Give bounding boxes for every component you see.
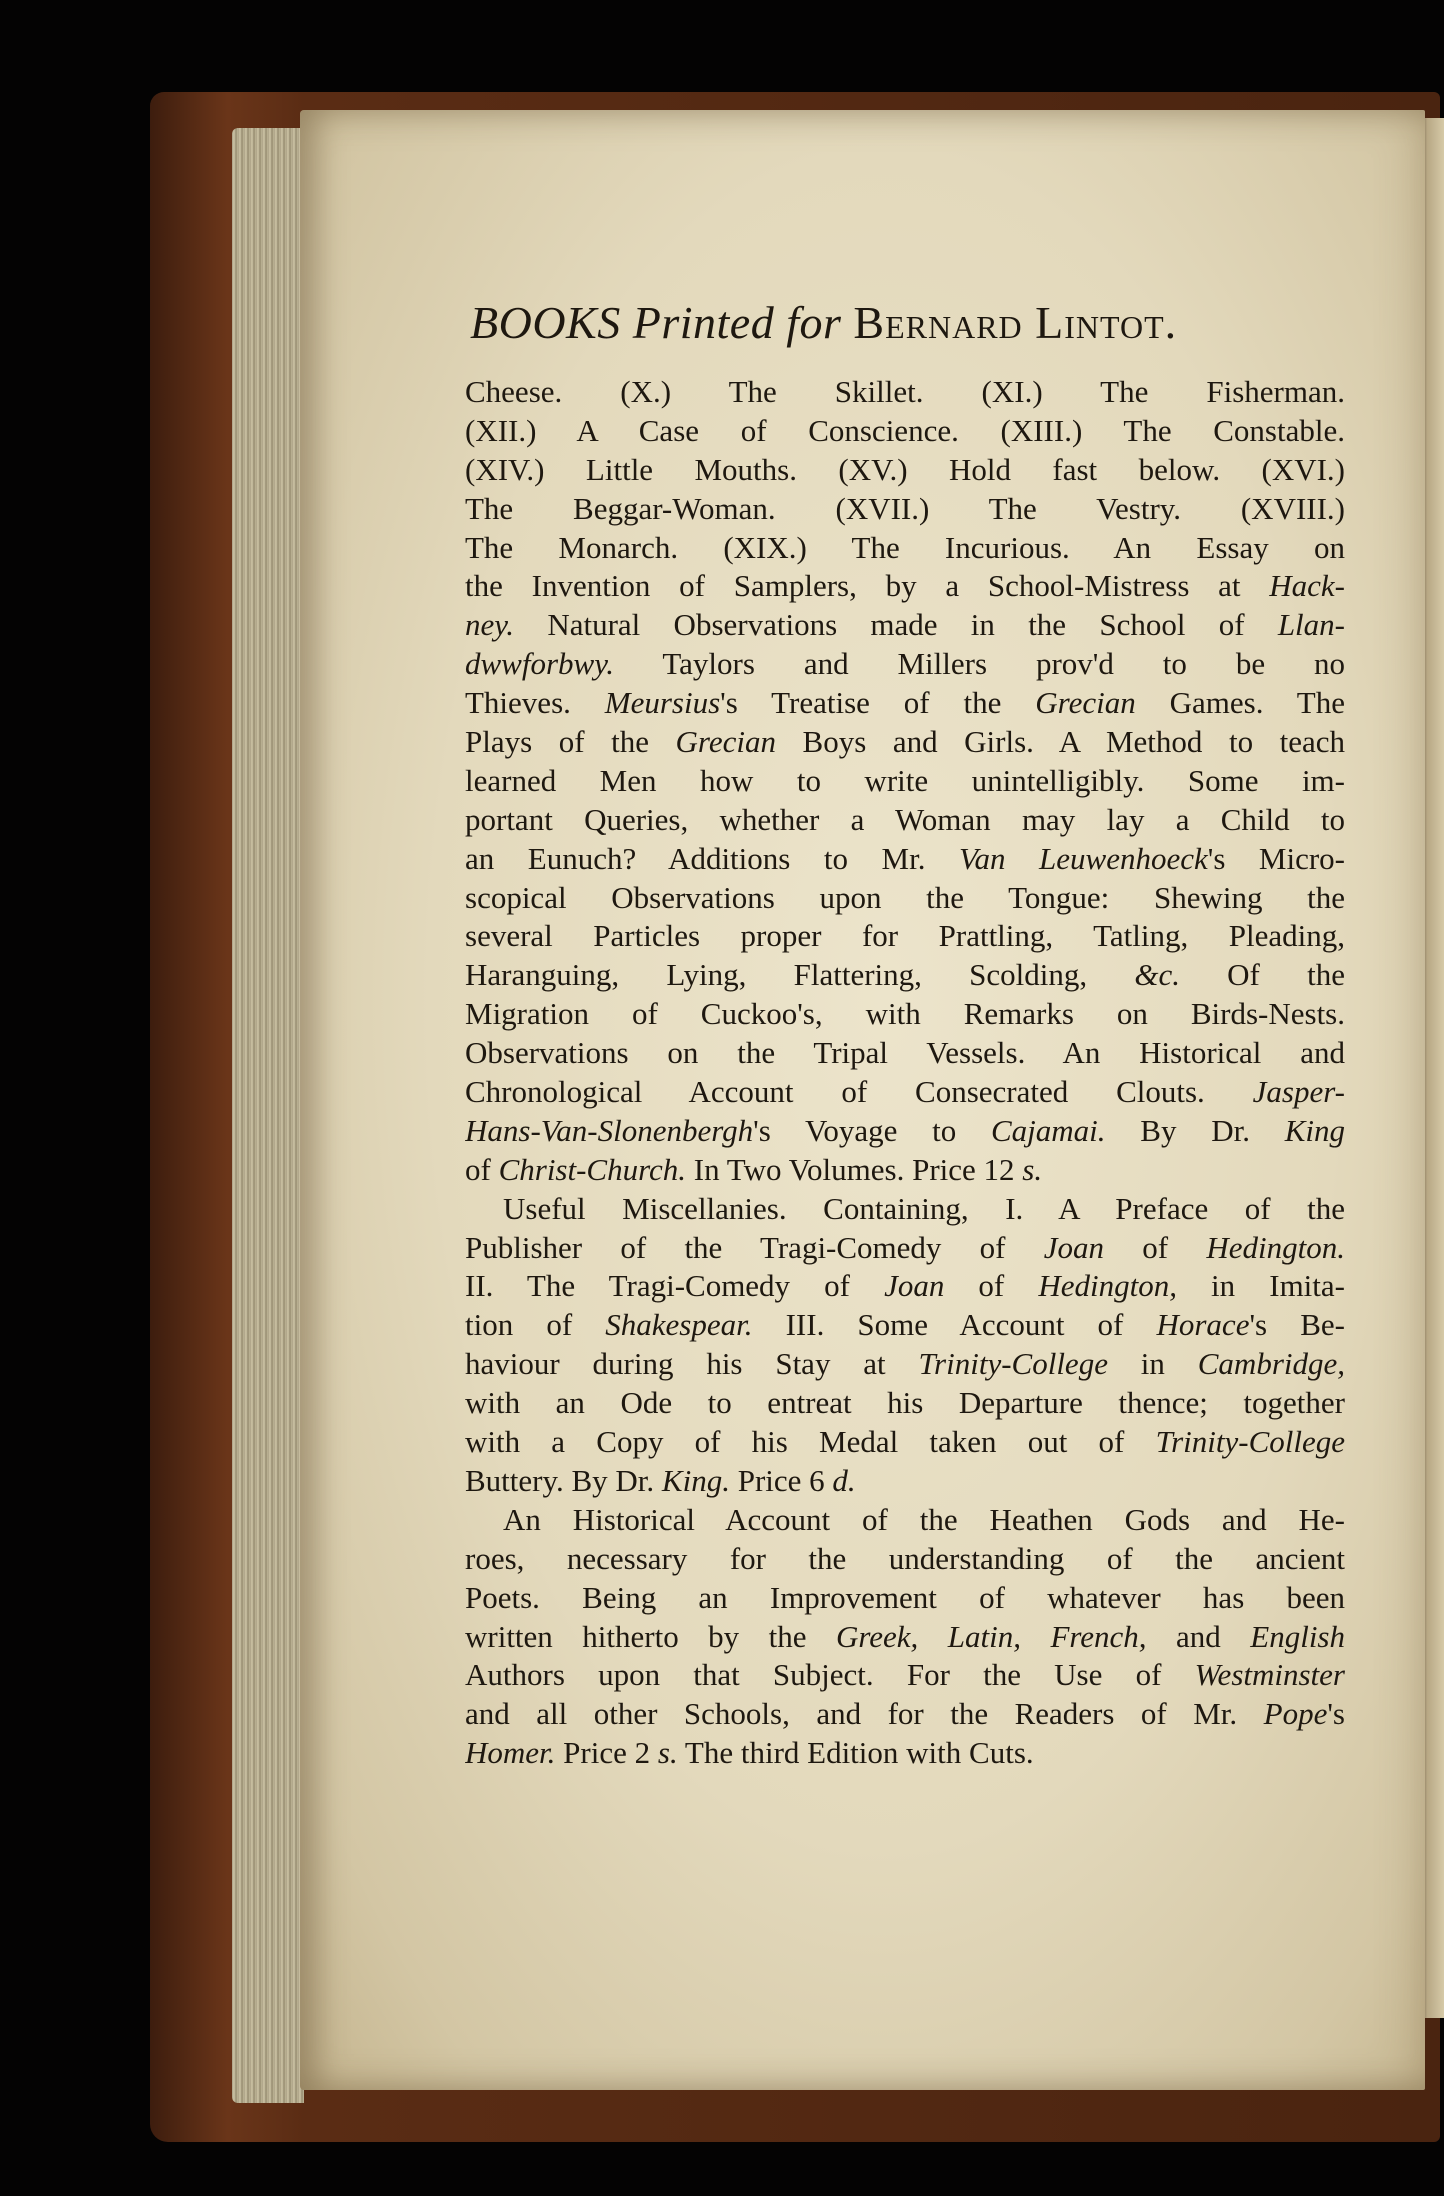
text-line xyxy=(465,373,1345,412)
text-run: Authors upon that Subject. For the Use of xyxy=(465,1657,1195,1693)
italic-text: Westminster xyxy=(1194,1657,1345,1693)
text-run: II. The Tragi-Comedy of xyxy=(465,1268,885,1304)
text-run: Thieves. xyxy=(465,685,605,721)
text-line xyxy=(465,567,1345,606)
text-run: By Dr. xyxy=(1105,1112,1285,1148)
text-line xyxy=(465,995,1345,1034)
page-fore-edge xyxy=(232,128,304,2103)
text-line xyxy=(465,1462,1345,1501)
italic-text: Greek, Latin, French, xyxy=(835,1618,1147,1654)
text-run: Poets. Being an Improvement of whatever has been xyxy=(465,1579,1345,1615)
text-run: Price 6 xyxy=(729,1462,833,1498)
text-run: 's xyxy=(1327,1696,1345,1732)
text-line xyxy=(465,917,1345,956)
italic-text: Trinity-College xyxy=(918,1346,1108,1382)
text-run: The Beggar-Woman. (XVII.) The Vestry. (XVIII.) xyxy=(465,490,1345,526)
text-run: 's Voyage to xyxy=(753,1112,991,1148)
text-line xyxy=(465,1267,1345,1306)
text-run: III. Some Account of xyxy=(752,1307,1157,1343)
text-line xyxy=(465,490,1345,529)
text-run: an Eunuch? Additions to Mr. xyxy=(465,840,959,876)
text-run: In Two Volumes. Price 12 xyxy=(686,1151,1023,1187)
text-run: Haranguing, Lying, Flattering, Scolding, xyxy=(465,957,1135,993)
text-line xyxy=(465,762,1345,801)
text-run: in Imita- xyxy=(1176,1268,1345,1304)
text-line xyxy=(465,1306,1345,1345)
italic-text: Meursius xyxy=(604,685,721,721)
text-run: learned Men how to write unintelligibly. Some im- xyxy=(465,762,1345,798)
text-line xyxy=(465,1151,1345,1190)
page-text-block xyxy=(465,295,1345,1773)
italic-text: Llan- xyxy=(1277,607,1345,643)
text-run: Chronological Account of Consecrated Clouts. xyxy=(465,1074,1253,1110)
italic-text: s. xyxy=(1022,1151,1043,1187)
italic-text: d. xyxy=(832,1462,856,1498)
italic-text: Hedington, xyxy=(1038,1268,1177,1304)
italic-text: dwwforbwy. xyxy=(465,646,615,682)
text-run: Observations on the Tripal Vessels. An Historical and xyxy=(465,1035,1345,1071)
text-run: scopical Observations upon the Tongue: Shewing the xyxy=(465,879,1345,915)
header-books: BOOKS xyxy=(470,297,621,348)
text-run: Useful Miscellanies. Containing, I. A Preface of the xyxy=(503,1190,1345,1226)
text-run: Of the xyxy=(1179,957,1345,993)
text-run: 's Be- xyxy=(1249,1307,1345,1343)
italic-text: Van Leuwenhoeck xyxy=(958,840,1208,876)
header-printed-for: Printed for xyxy=(632,297,842,348)
text-line xyxy=(465,1734,1345,1773)
italic-text: s. xyxy=(657,1735,678,1771)
italic-text: Grecian xyxy=(1035,685,1136,721)
italic-text: Homer. xyxy=(465,1735,556,1771)
text-line xyxy=(465,1423,1345,1462)
italic-text: Hack- xyxy=(1269,568,1345,604)
italic-text: Joan xyxy=(884,1268,945,1304)
text-run: the Invention of Samplers, by a School-Mistress at xyxy=(465,568,1270,604)
italic-text: Pope xyxy=(1263,1696,1328,1732)
running-header xyxy=(470,295,1345,351)
italic-text: Trinity-College xyxy=(1155,1424,1345,1460)
text-line xyxy=(465,1034,1345,1073)
italic-text: Hans-Van-Slonenbergh xyxy=(465,1112,754,1148)
italic-text: Christ-Church. xyxy=(498,1151,687,1187)
text-run: with an Ode to entreat his Departure thence; together xyxy=(465,1385,1345,1421)
text-line xyxy=(465,840,1345,879)
italic-text: &c. xyxy=(1134,957,1180,993)
text-line xyxy=(465,1695,1345,1734)
text-run: Natural Observations made in the School of xyxy=(514,607,1278,643)
text-line xyxy=(465,1540,1345,1579)
text-line xyxy=(465,1345,1345,1384)
text-run: Migration of Cuckoo's, with Remarks on Birds-Nests. xyxy=(465,996,1345,1032)
text-run: Plays of the xyxy=(465,724,676,760)
text-line xyxy=(465,451,1345,490)
italic-text: ney. xyxy=(465,607,515,643)
text-line xyxy=(465,1579,1345,1618)
text-run: The third Edition with Cuts. xyxy=(677,1735,1034,1771)
text-line xyxy=(465,529,1345,568)
text-run: Buttery. By Dr. xyxy=(465,1462,662,1498)
text-line xyxy=(465,684,1345,723)
text-run: 's Treatise of the xyxy=(720,685,1036,721)
text-run: roes, necessary for the understanding of the ancient xyxy=(465,1540,1345,1576)
text-run: tion of xyxy=(465,1307,606,1343)
italic-text: Horace xyxy=(1156,1307,1250,1343)
text-line xyxy=(465,1656,1345,1695)
text-line xyxy=(465,956,1345,995)
text-run: Games. The xyxy=(1135,685,1345,721)
italic-text: Grecian xyxy=(675,724,776,760)
italic-text: Shakespear. xyxy=(605,1307,753,1343)
italic-text: Joan xyxy=(1043,1229,1105,1265)
text-run: Boys and Girls. A Method to teach xyxy=(775,724,1345,760)
text-run: (XIV.) Little Mouths. (XV.) Hold fast below. (XVI.) xyxy=(465,451,1345,487)
text-run: Price 2 xyxy=(555,1735,658,1771)
text-run: of xyxy=(465,1151,499,1187)
text-line xyxy=(465,645,1345,684)
text-line xyxy=(465,801,1345,840)
text-run: in xyxy=(1107,1346,1198,1382)
text-run: of xyxy=(944,1268,1039,1304)
text-line xyxy=(465,1501,1345,1540)
text-line xyxy=(465,606,1345,645)
text-run: several Particles proper for Prattling, Tatling, Pleading, xyxy=(465,918,1345,954)
text-run: haviour during his Stay at xyxy=(465,1346,919,1382)
italic-text: Cambridge, xyxy=(1197,1346,1345,1382)
italic-text: English xyxy=(1250,1618,1345,1654)
text-line xyxy=(465,1073,1345,1112)
text-run: with a Copy of his Medal taken out of xyxy=(465,1424,1156,1460)
text-run: 's Micro- xyxy=(1207,840,1345,876)
text-line xyxy=(465,1384,1345,1423)
italic-text: King xyxy=(1284,1112,1345,1148)
text-run: Publisher of the Tragi-Comedy of xyxy=(465,1229,1044,1265)
italic-text: King. xyxy=(661,1462,730,1498)
text-line xyxy=(465,412,1345,451)
text-run: An Historical Account of the Heathen Gods and He- xyxy=(503,1501,1345,1537)
text-run: and xyxy=(1146,1618,1251,1654)
text-run: of xyxy=(1104,1229,1207,1265)
italic-text: Jasper- xyxy=(1252,1074,1345,1110)
advertisement-body xyxy=(465,373,1345,1773)
header-publisher: Bernard Lintot. xyxy=(853,297,1178,348)
text-line xyxy=(465,1229,1345,1268)
text-line xyxy=(465,1112,1345,1151)
text-line xyxy=(465,1618,1345,1657)
italic-text: Hedington. xyxy=(1206,1229,1345,1265)
italic-text: Cajamai. xyxy=(991,1112,1106,1148)
text-run: and all other Schools, and for the Readers of Mr. xyxy=(465,1696,1264,1732)
text-run: (XII.) A Case of Conscience. (XIII.) The Constable. xyxy=(465,412,1345,448)
text-run: The Monarch. (XIX.) The Incurious. An Essay on xyxy=(465,529,1345,565)
text-run: portant Queries, whether a Woman may lay a Child to xyxy=(465,801,1345,837)
text-run: written hitherto by the xyxy=(465,1618,836,1654)
text-line xyxy=(465,879,1345,918)
text-line xyxy=(465,1190,1345,1229)
text-run: Taylors and Millers prov'd to be no xyxy=(614,646,1345,682)
text-run: Cheese. (X.) The Skillet. (XI.) The Fisherman. xyxy=(465,374,1345,409)
text-line xyxy=(465,723,1345,762)
